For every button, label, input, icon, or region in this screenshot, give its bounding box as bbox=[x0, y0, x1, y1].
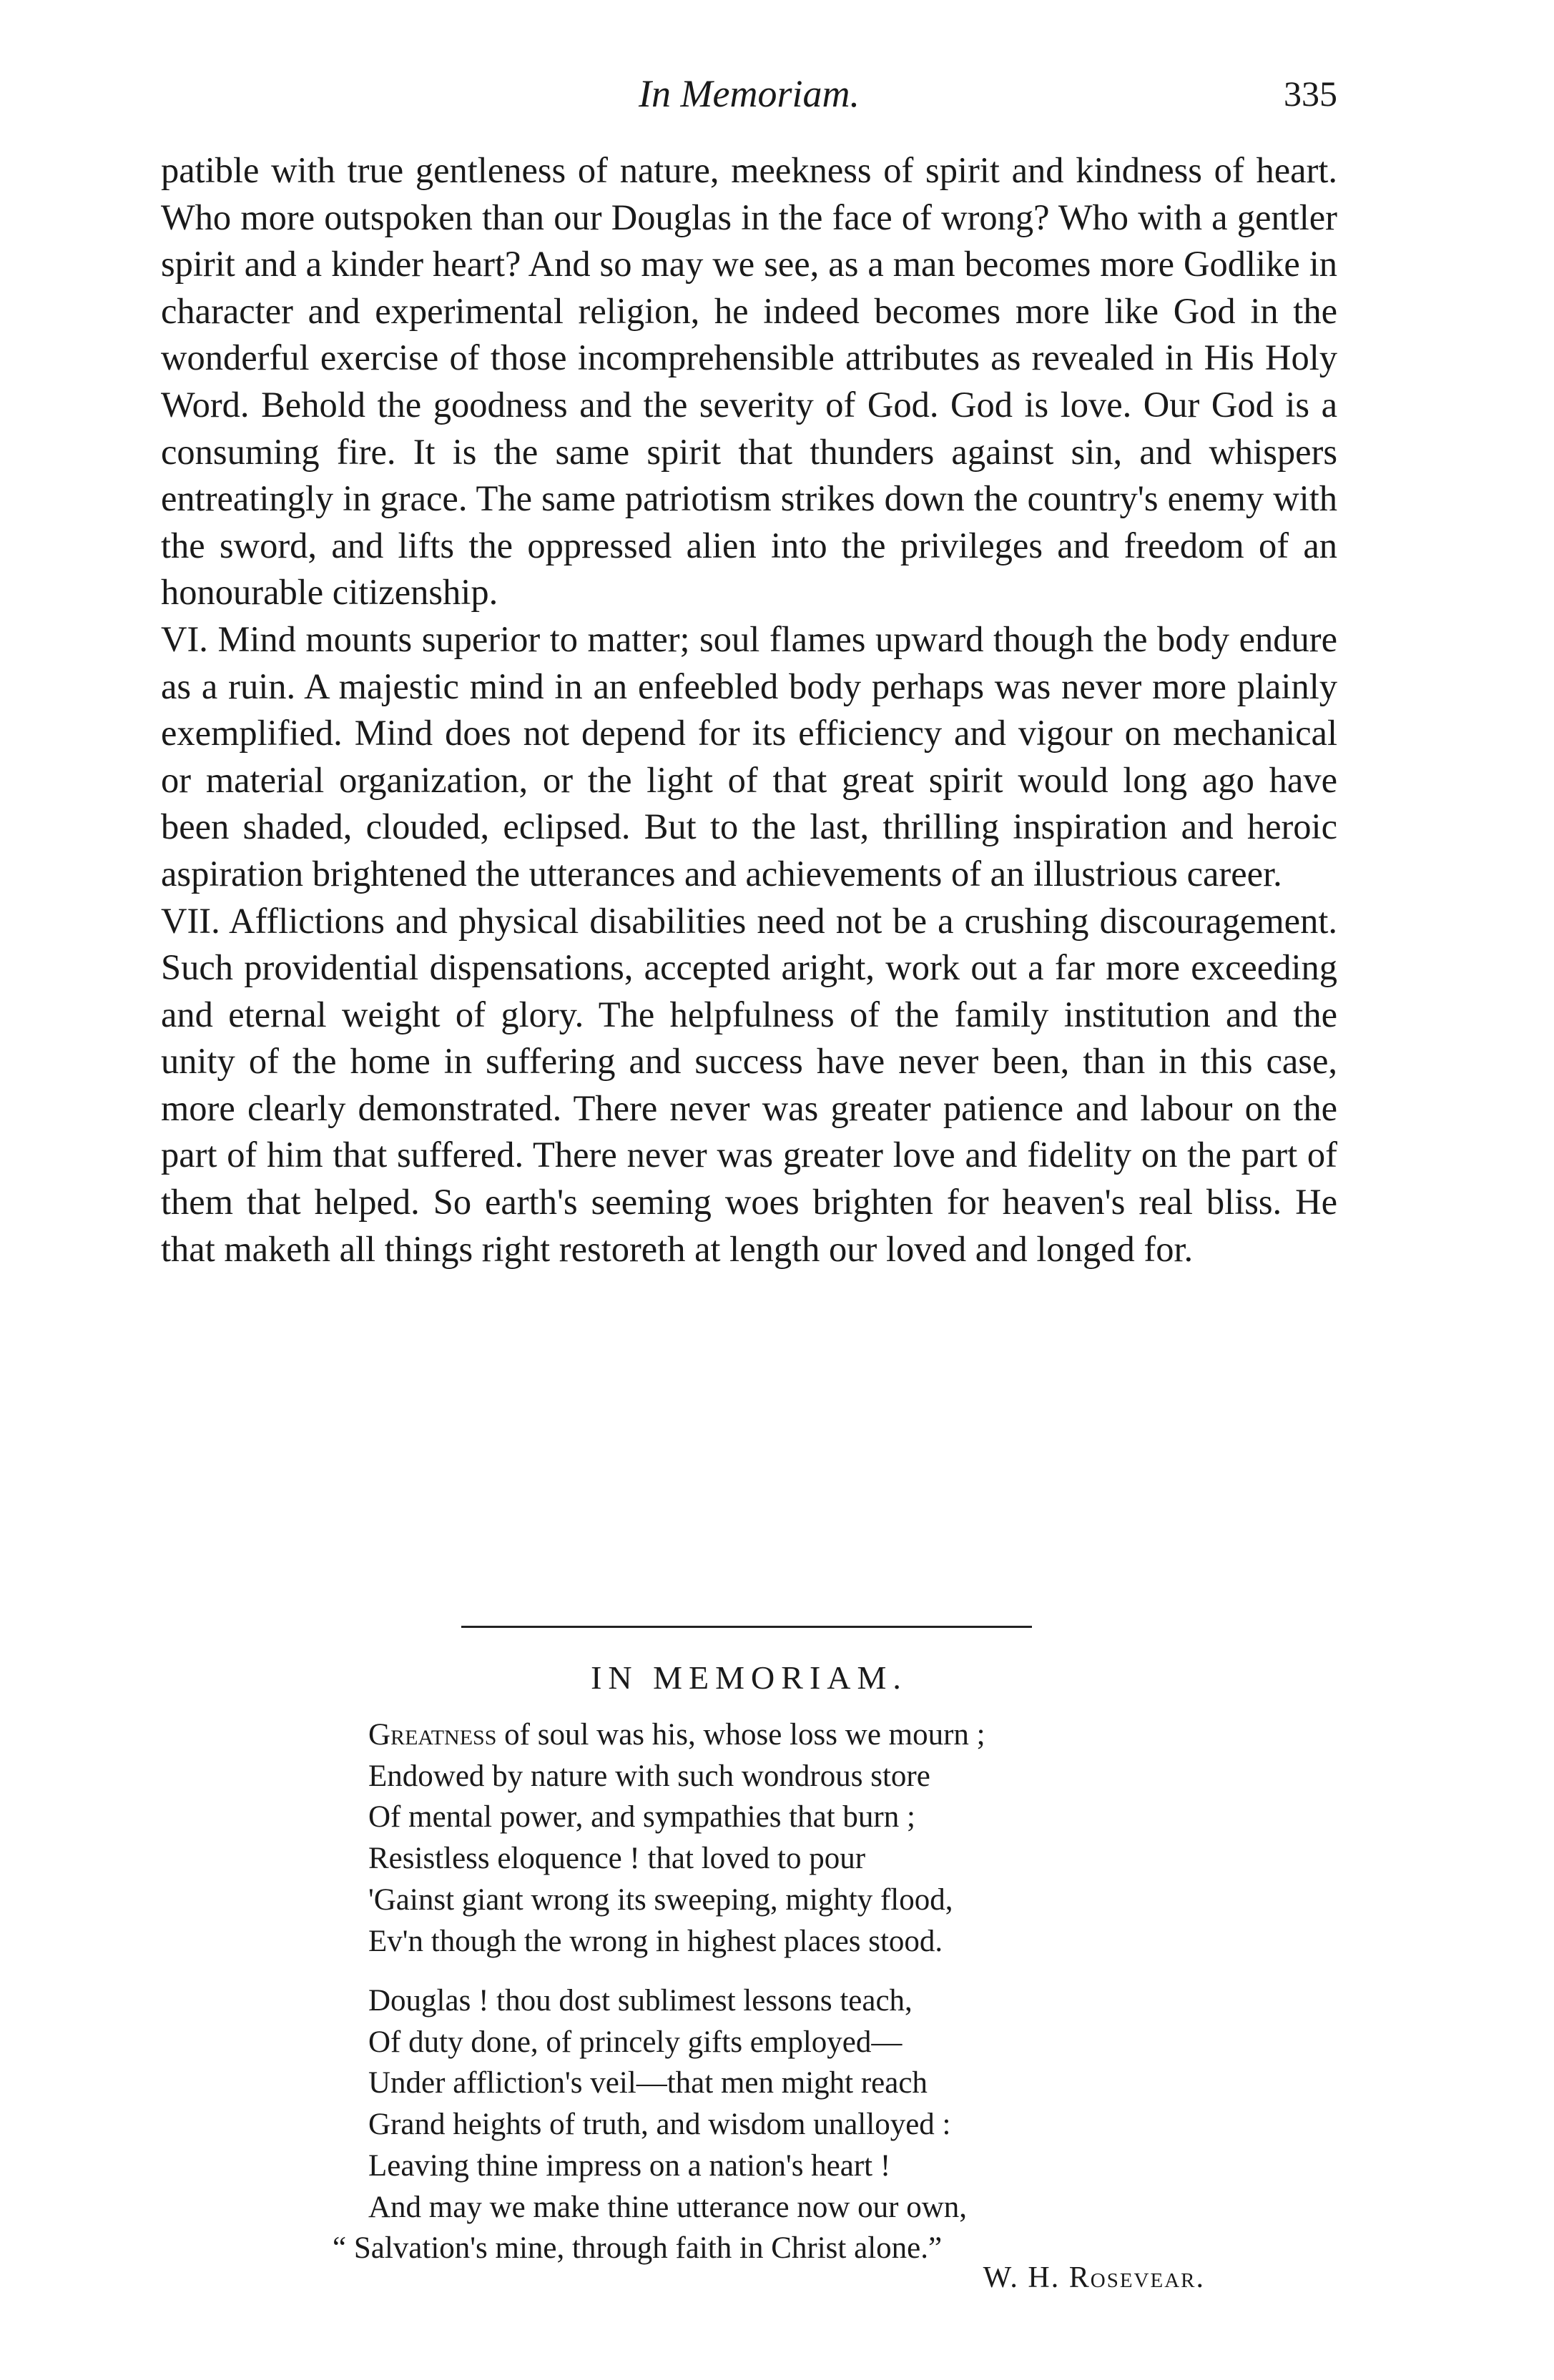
poem-line bbox=[368, 1714, 1298, 1756]
running-title: In Memoriam. bbox=[639, 72, 860, 115]
section-divider bbox=[461, 1626, 1032, 1628]
poem-line: “ Salvation's mine, through faith in Christ alone.” bbox=[333, 2231, 943, 2266]
paragraph-vi: VI. Mind mounts superior to matter; soul flames upward though the body endure as a ruin. A majestic mind in an enfeebled body perhaps was never more plainly exemplified. Mind does not depend for its efficiency and vigour on mechanical or material organization, or the light of that great spirit would long ago have been shaded, clouded, eclipsed. But to the last, thrilling inspiration and heroic aspiration brightened the utterances and achievements of an illustrious career. bbox=[161, 618, 1337, 894]
poem-first-word: Greatness bbox=[368, 1718, 497, 1752]
poem-line: Of mental power, and sympathies that burn ; bbox=[368, 1800, 915, 1835]
poem-stanza-1 bbox=[368, 1714, 1298, 1962]
poem-line: Resistless eloquence ! that loved to pour bbox=[368, 1842, 866, 1876]
poem-stanza-2 bbox=[333, 1980, 1298, 2269]
poem-line: Ev'n though the wrong in highest places stood. bbox=[368, 1924, 943, 1958]
page-number: 335 bbox=[1284, 74, 1337, 114]
poem-first-line-rest: of soul was his, whose loss we mourn ; bbox=[496, 1718, 985, 1752]
poem-line: Under affliction's veil—that men might reach bbox=[368, 2066, 928, 2100]
poem-signature: W. H. Rosevear. bbox=[983, 2261, 1205, 2294]
running-head bbox=[161, 69, 1337, 119]
poem-line: Leaving thine impress on a nation's heart ! bbox=[368, 2148, 891, 2183]
poem-line: Grand heights of truth, and wisdom unalloyed : bbox=[368, 2108, 951, 2142]
poem-line: Douglas ! thou dost sublimest lessons teach, bbox=[368, 1984, 913, 2018]
poem-line: 'Gainst giant wrong its sweeping, mighty flood, bbox=[368, 1882, 953, 1917]
paragraph-vii: VII. Afflictions and physical disabilities need not be a crushing discouragement. Such providential dispensations, accepted aright, work out a far more exceeding and eternal weight of glory. The helpfulness of the family institution and the unity of the home in suffering and success have never been, than in this case, more clearly demonstrated. There never was greater patience and labour on the part of him that suffered. There never was greater love and fidelity on the part of them that helped. So earth's seeming woes brighten for heaven's real bliss. He that maketh all things right restoreth at length our loved and longed for. bbox=[161, 900, 1337, 1269]
poem-title: IN MEMORIAM. bbox=[591, 1659, 908, 1696]
poem-line: Endowed by nature with such wondrous store bbox=[368, 1759, 930, 1793]
poem-line: And may we make thine utterance now our own, bbox=[368, 2190, 968, 2224]
poem-line: Of duty done, of princely gifts employed— bbox=[368, 2025, 903, 2059]
paragraph-continuation: patible with true gentleness of nature, meekness of spirit and kindness of heart. Who more outspoken than our Douglas in the face of wrong? Who with a gentler spirit and a kinder heart? And so may we see, as a man becomes more Godlike in character and experimental religion, he indeed becomes more like God in the wonderful exercise of those incomprehensible attributes as revealed in His Holy Word. Behold the goodness and the severity of God. God is love. Our God is a consuming fire. It is the same spirit that thunders against sin, and whispers entreatingly in grace. The same patriotism strikes down the country's enemy with the sword, and lifts the oppressed alien into the privileges and freedom of an honourable citizenship. bbox=[161, 150, 1337, 613]
prose-body bbox=[161, 147, 1337, 1273]
